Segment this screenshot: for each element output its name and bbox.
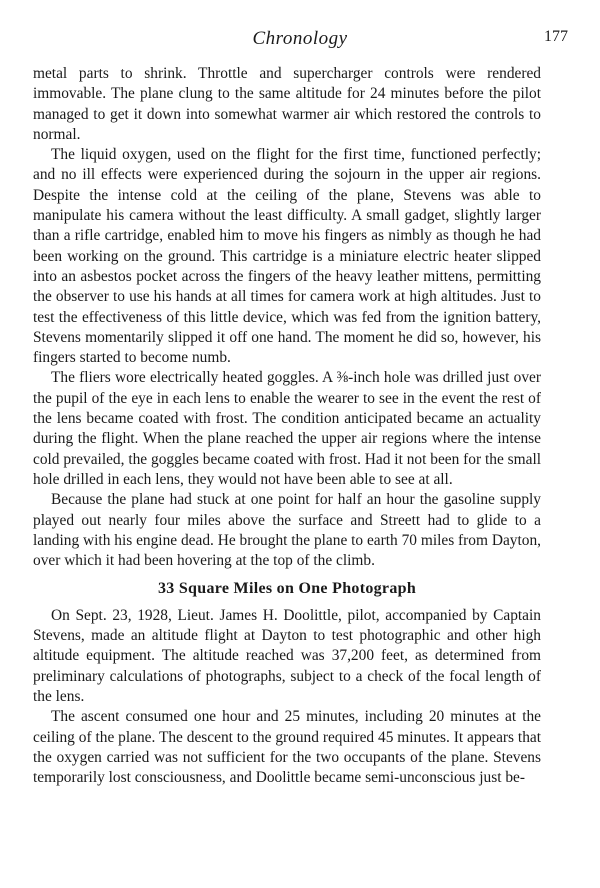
paragraph: metal parts to shrink. Throttle and supercharger controls were rendered immovable. The plane clung to the same altitude for 24 minutes before the pilot managed to get it down into somewhat warmer air which restored the controls to normal. xyxy=(33,65,541,143)
page-number: 177 xyxy=(544,28,568,45)
running-title: Chronology xyxy=(252,28,348,49)
paragraph: Because the plane had stuck at one point for half an hour the gasoline supply played out nearly four miles above the surface and Streett had to glide to a landing with his engine dead. He brought the plane to earth 70 miles from Dayton, over which it had been hovering at the top of the climb. xyxy=(33,491,541,570)
paragraph: The ascent consumed one hour and 25 minutes, including 20 minutes at the ceiling of the plane. The descent to the ground required 45 minutes. It appears that the oxygen carried was not sufficient for the two occupants of the plane. Stevens temporarily lost consciousness, and Doolittle became semi-unconscious just be- xyxy=(33,708,541,787)
paragraph: The liquid oxygen, used on the flight for the first time, functioned perfectly; and no ill effects were experienced during the sojourn in the upper air regions. Despite the intense cold at the ceiling of the plane, Stevens was able to manipulate his camera without the least difficulty. A small gadget, slightly larger than a rifle cartridge, enabled him to move his fingers as nimbly as though he had been working on the ground. This cartridge is a miniature electric heater slipped into an asbestos pocket across the fingers of the heavy leather mittens, permitting the observer to use his hands at all times for camera work at high altitudes. Just to test the effectiveness of this little device, which was fed from the ignition battery, Stevens momentarily slipped it off one hand. The moment he did so, however, his fingers started to become numb. xyxy=(33,146,541,367)
section-heading: 33 Square Miles on One Photograph xyxy=(157,580,417,598)
body-text xyxy=(33,64,541,788)
running-head xyxy=(32,28,568,52)
paragraph: The fliers wore electrically heated goggles. A ⅜-inch hole was drilled just over the pupil of the eye in each lens to enable the wearer to see in the event the rest of the lens became coated with frost. The condition anticipated became an actuality during the flight. When the plane reached the upper air regions where the intense cold prevailed, the goggles became coated with frost. Had it not been for the small hole drilled in each lens, they would not have been able to see at all. xyxy=(33,369,541,488)
paragraph: On Sept. 23, 1928, Lieut. James H. Doolittle, pilot, accompanied by Captain Stevens, made an altitude flight at Dayton to test photographic and other high altitude equipment. The altitude reached was 37,200 feet, as determined from preliminary calculations of photographs, subject to a check of the focal length of the lens. xyxy=(33,606,541,705)
